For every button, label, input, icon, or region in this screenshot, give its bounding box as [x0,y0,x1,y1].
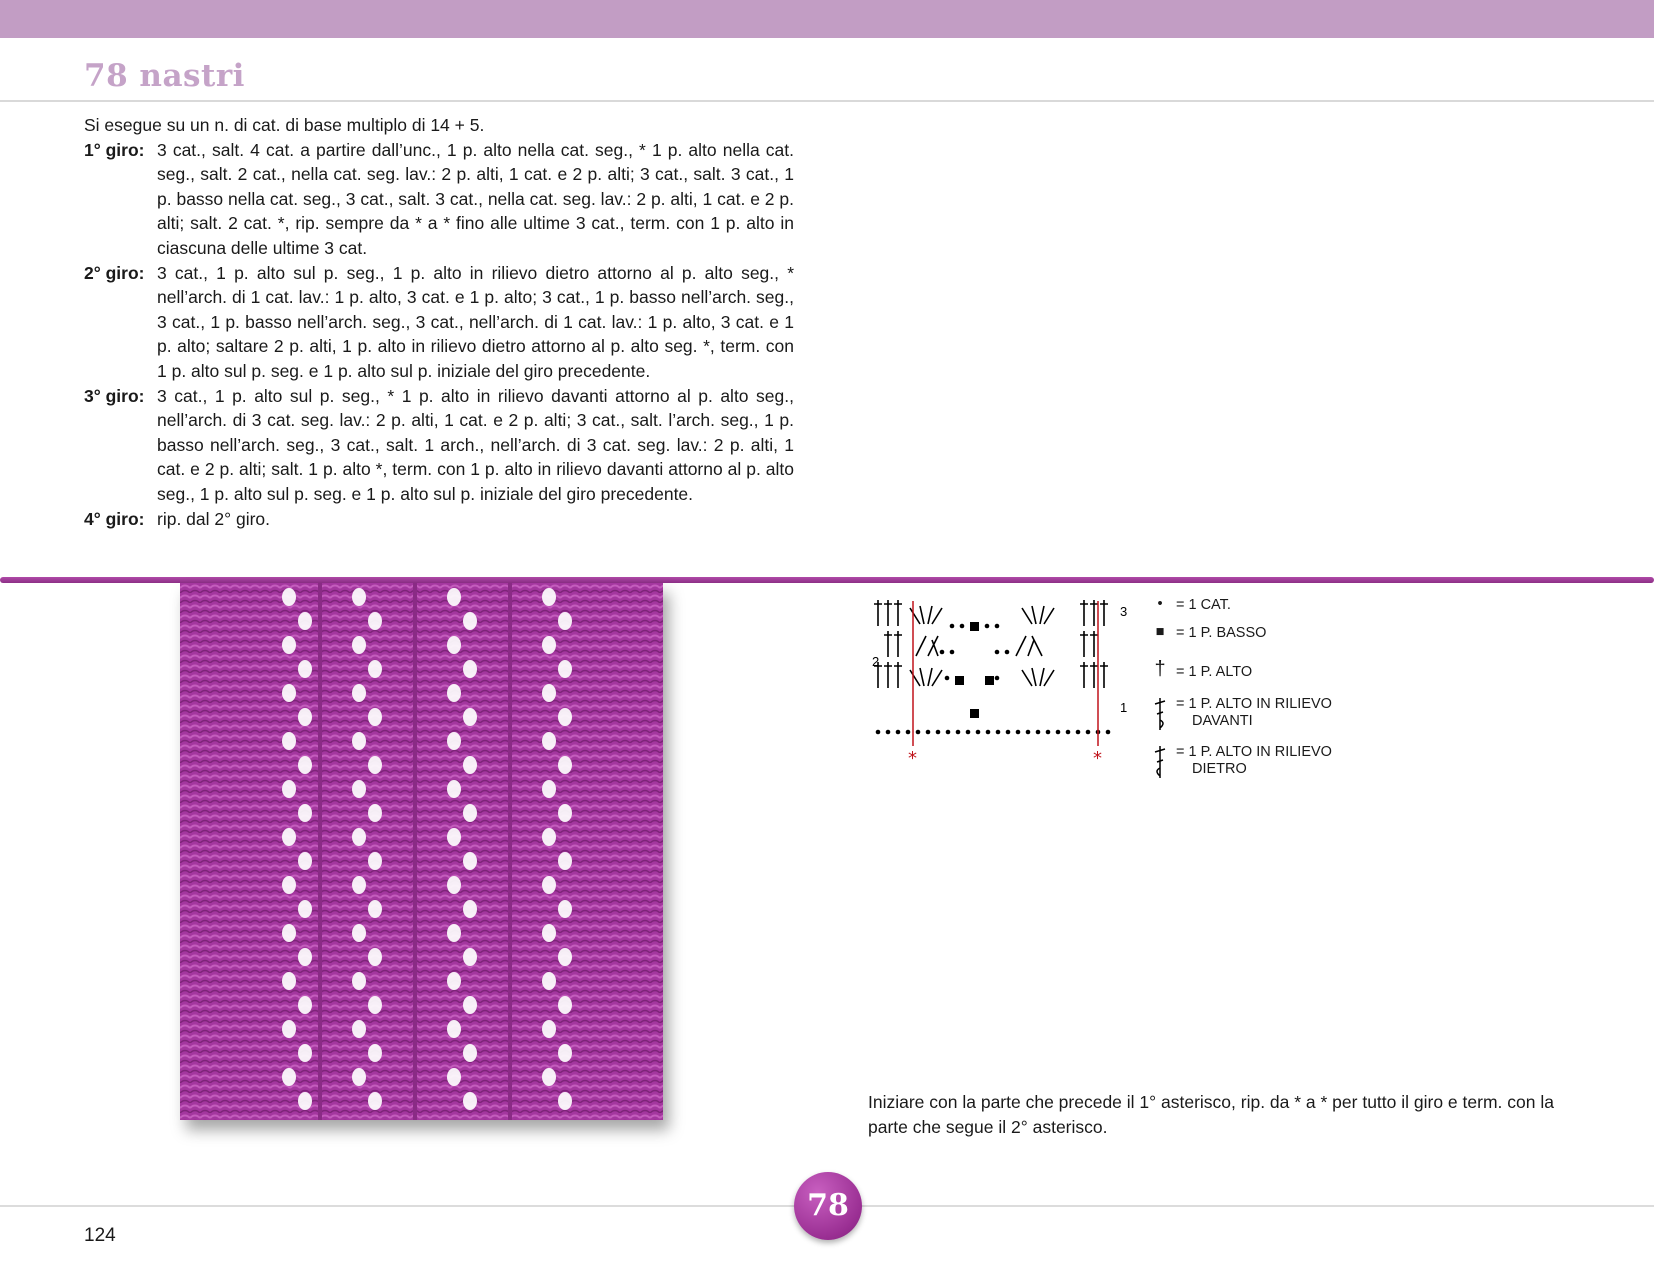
chain-dot [995,676,1000,681]
swatch-hole [542,1020,556,1038]
swatch-hole [368,996,382,1014]
post-symbol [874,600,882,626]
swatch-hole [447,588,461,606]
swatch-hole [352,972,366,990]
post-symbol [884,600,892,626]
chain-dot [966,730,971,735]
round-2 [84,261,794,384]
swatch-hole [352,588,366,606]
front-post-double-crochet-icon [1150,696,1170,732]
swatch-hole [447,636,461,654]
chain-dot [936,730,941,735]
crochet-chart-diagram [872,596,1132,766]
single-crochet-square-icon: ■ [1155,624,1165,640]
row-label-3: 3 [1120,604,1128,619]
swatch-hole [447,1020,461,1038]
post-symbol [884,662,892,688]
chain-dot [1076,730,1081,735]
swatch-hole [368,900,382,918]
swatch-hole [352,1020,366,1038]
badge-number: 78 [807,1188,849,1223]
swatch-hole [368,756,382,774]
swatch-hole [558,948,572,966]
round-text: 3 cat., 1 p. alto sul p. seg., 1 p. alto in rilievo dietro attorno al p. alto seg., * nell’arch. di 1 cat. lav.: 1 p. alto, 3 cat. e 1 p. alto; 3 cat., 1 p. basso nell’arch. seg., 3 cat., 1 p. basso nell’arch. seg., 3 cat., nell’arch. di 1 cat. lav.: 1 p. alto, 3 cat. e 1 p. alto; saltare 2 p. alti, 1 p. alto in rilievo dietro attorno al p. alto seg. *, term. con 1 p. alto sul p. seg. e 1 p. alto sul p. iniziale del giro precedente. [157,262,794,381]
chain-dot [1046,730,1051,735]
round-4 [84,507,794,532]
swatch-hole [298,708,312,726]
swatch-hole [558,756,572,774]
swatch-hole [282,972,296,990]
chain-dot-icon: • [1157,596,1163,612]
swatch-hole [463,996,477,1014]
swatch-hole [368,1044,382,1062]
swatch-hole [447,684,461,702]
swatch-hole [298,948,312,966]
crochet-swatch-photo [180,583,663,1120]
swatch-hole [368,804,382,822]
swatch-hole [282,636,296,654]
chain-dot [876,730,881,735]
round-3 [84,384,794,507]
swatch-hole [282,924,296,942]
swatch-hole [368,852,382,870]
legend-text: = 1 CAT. [1176,597,1231,613]
swatch-hole [558,996,572,1014]
swatch-hole [542,588,556,606]
swatch-hole [463,852,477,870]
swatch-hole [282,732,296,750]
swatch-hole [447,876,461,894]
swatch-hole [352,924,366,942]
post-symbol [1090,662,1098,688]
chain-dot [916,730,921,735]
swatch-hole [463,804,477,822]
chain-dot [950,624,955,629]
swatch-hole [558,852,572,870]
chain-dot [1005,650,1010,655]
swatch-hole [447,828,461,846]
round-1 [84,138,794,261]
row-label-2: 2 [872,654,880,669]
swatch-hole [558,708,572,726]
chain-dot [945,676,950,681]
swatch-hole [352,1068,366,1086]
round-text: 3 cat., 1 p. alto sul p. seg., * 1 p. alto in rilievo davanti attorno al p. alto seg., nell’arch. di 3 cat. seg. lav.: 2 p. alti, 1 cat. e 2 p. alti; 3 cat., salt. l’arch. seg., 1 p. basso nell’arch. seg., 3 cat., salt. 1 arch., nell’arch. di 3 cat. seg. lav.: 2 p. alti, 1 cat. e 2 p. alti; salt. 1 p. alto *, term. con 1 p. alto in rilievo davanti attorno al p. alto seg., 1 p. alto sul p. seg. e 1 p. alto sul p. iniziale del giro precedente. [157,385,794,504]
chain-dot [1086,730,1091,735]
post-symbol [1080,631,1088,657]
back-post-double-crochet-icon [1150,744,1170,780]
chain-dot [996,730,1001,735]
post-symbol [1090,600,1098,626]
chain-dot [956,730,961,735]
round-label: 1° giro: [84,139,145,160]
legend-text: = 1 P. ALTO IN RILIEVO [1176,696,1332,712]
swatch-hole [282,828,296,846]
swatch-hole [282,876,296,894]
post-symbol [884,631,892,657]
chain-dot [960,624,965,629]
chain-dot [926,730,931,735]
post-symbol [1100,600,1108,626]
chain-dot [1056,730,1061,735]
legend-text: = 1 P. ALTO IN RILIEVO [1176,744,1332,760]
swatch-hole [463,708,477,726]
swatch-hole [558,900,572,918]
chain-dot [976,730,981,735]
chain-dot [1006,730,1011,735]
double-crochet-icon: † [1154,658,1166,680]
round-label: 2° giro: [84,262,145,283]
swatch-hole [282,684,296,702]
chain-dot [886,730,891,735]
chain-dot [950,650,955,655]
post-symbol [1080,662,1088,688]
chain-dot [1106,730,1111,735]
swatch-hole [542,1068,556,1086]
chain-dot [1036,730,1041,735]
swatch-hole [542,924,556,942]
legend-text: = 1 P. ALTO [1176,664,1253,680]
swatch-hole [463,756,477,774]
round-text: 3 cat., salt. 4 cat. a partire dall’unc., 1 p. alto nella cat. seg., * 1 p. alto nella cat. seg., salt. 2 cat., nella cat. seg. lav.: 2 p. alti, 1 cat. e 2 p. alti; 3 cat., salt. 3 cat., 1 p. basso nella cat. seg., 3 cat., salt. 3 cat., nella cat. seg. lav.: 2 p. alti, 1 cat. e 2 p. alti; salt. 2 cat. *, rip. sempre da * a * fino alle ultime 3 cat., term. con 1 p. alto in ciascuna delle ultime 3 cat. [157,139,794,258]
swatch-hole [542,684,556,702]
swatch-hole [352,636,366,654]
post-symbol [894,600,902,626]
asterisk-right: * [1093,748,1102,766]
swatch-hole [463,900,477,918]
swatch-hole [463,660,477,678]
asterisk-left: * [908,748,917,766]
chain-dot [940,650,945,655]
repeat-note: Iniziare con la parte che precede il 1° asterisco, rip. da * a * per tutto il giro e term. con la parte che segue il 2° asterisco. [868,1092,1554,1137]
swatch-hole [558,804,572,822]
chain-dot [906,730,911,735]
swatch-hole [352,684,366,702]
swatch-hole [298,900,312,918]
chain-dot [986,730,991,735]
post-symbol [1100,662,1108,688]
legend-text-2: DIETRO [1192,761,1247,777]
chain-dot [995,624,1000,629]
chain-dot [1016,730,1021,735]
chain-dot [1026,730,1031,735]
swatch-hole [298,612,312,630]
chain-dot [896,730,901,735]
post-symbol [1090,631,1098,657]
swatch-hole [542,828,556,846]
swatch-hole [542,972,556,990]
swatch-hole [542,636,556,654]
swatch-hole [542,780,556,798]
swatch-hole [282,1068,296,1086]
instructions-block [84,113,794,531]
swatch-hole [463,1092,477,1110]
swatch-hole [282,1020,296,1038]
round-text: rip. dal 2° giro. [157,508,271,529]
swatch-hole [298,1044,312,1062]
pattern-number-badge [794,1172,862,1240]
swatch-texture [180,583,663,1120]
swatch-hole [447,1068,461,1086]
swatch-hole [368,1092,382,1110]
swatch-hole [542,876,556,894]
swatch-hole [558,660,572,678]
swatch-hole [447,780,461,798]
swatch-hole [447,972,461,990]
swatch-hole [447,924,461,942]
swatch-hole [558,1044,572,1062]
swatch-hole [463,612,477,630]
swatch-hole [368,708,382,726]
chain-dot [1066,730,1071,735]
round-label: 4° giro: [84,508,145,529]
swatch-hole [282,780,296,798]
sc-square [970,622,979,631]
swatch-hole [298,660,312,678]
swatch-hole [298,996,312,1014]
swatch-hole [463,948,477,966]
top-color-band [0,0,1654,38]
title-divider [0,100,1654,102]
post-symbol [1080,600,1088,626]
swatch-hole [352,828,366,846]
round-label: 3° giro: [84,385,145,406]
page-number: 124 [84,1225,116,1246]
post-symbol [894,631,902,657]
swatch-hole [352,732,366,750]
swatch-hole [447,732,461,750]
swatch-hole [368,612,382,630]
swatch-hole [352,876,366,894]
page-title: 78 nastri [84,58,245,94]
swatch-hole [558,612,572,630]
swatch-hole [558,1092,572,1110]
swatch-hole [298,852,312,870]
instructions-intro: Si esegue su un n. di cat. di base multiplo di 14 + 5. [84,115,485,135]
swatch-hole [368,660,382,678]
swatch-hole [368,948,382,966]
swatch-hole [298,1092,312,1110]
row-label-1: 1 [1120,700,1128,715]
chain-dot [946,730,951,735]
swatch-hole [282,588,296,606]
legend-text: = 1 P. BASSO [1176,625,1267,641]
swatch-hole [542,732,556,750]
swatch-hole [298,756,312,774]
legend-text-2: DAVANTI [1192,713,1253,729]
swatch-hole [298,804,312,822]
chain-dot [985,624,990,629]
swatch-hole [463,1044,477,1062]
swatch-hole [352,780,366,798]
post-symbol [894,662,902,688]
chain-dot [995,650,1000,655]
